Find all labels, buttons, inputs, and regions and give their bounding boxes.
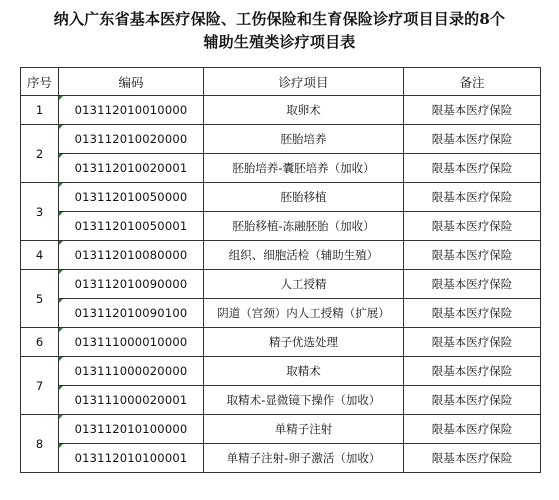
cell-comment-marker <box>59 444 63 448</box>
row-no: 4 <box>21 241 59 270</box>
row-code-text: 013111000020001 <box>74 393 188 407</box>
row-item: 精子优选处理 <box>204 328 404 357</box>
row-item: 单精子注射-卵子激活（加收） <box>204 444 404 473</box>
row-note: 限基本医疗保险 <box>404 212 541 241</box>
title-line-1: 纳入广东省基本医疗保险、工伤保险和生育保险诊疗项目目录的8个 <box>53 10 506 28</box>
row-note: 限基本医疗保险 <box>404 183 541 212</box>
cell-comment-marker <box>59 154 63 158</box>
row-code <box>59 328 204 357</box>
row-item: 人工授精 <box>204 270 404 299</box>
cell-comment-marker <box>59 125 63 129</box>
row-note: 限基本医疗保险 <box>404 96 541 125</box>
document-title <box>0 8 559 54</box>
row-code-text: 013112010050000 <box>74 190 188 204</box>
row-code <box>59 415 204 444</box>
cell-comment-marker <box>59 299 63 303</box>
table-row <box>21 386 541 415</box>
row-code-text: 013112010050001 <box>74 219 188 233</box>
header-item: 诊疗项目 <box>204 68 404 96</box>
row-code <box>59 241 204 270</box>
header-row <box>21 68 541 96</box>
cell-comment-marker <box>59 96 63 100</box>
row-item: 胚胎培养-囊胚培养（加收） <box>204 154 404 183</box>
table-row <box>21 96 541 125</box>
row-note: 限基本医疗保险 <box>404 154 541 183</box>
row-no: 8 <box>21 415 59 473</box>
row-note: 限基本医疗保险 <box>404 125 541 154</box>
row-no: 2 <box>21 125 59 183</box>
row-item: 阴道（宫颈）内人工授精（扩展） <box>204 299 404 328</box>
row-no: 7 <box>21 357 59 415</box>
cell-comment-marker <box>59 270 63 274</box>
table-row <box>21 270 541 299</box>
row-code <box>59 125 204 154</box>
cell-comment-marker <box>59 241 63 245</box>
table-row <box>21 212 541 241</box>
cell-comment-marker <box>59 212 63 216</box>
row-code-text: 013112010090100 <box>74 306 188 320</box>
cell-comment-marker <box>59 183 63 187</box>
cell-comment-marker <box>59 415 63 419</box>
cell-comment-marker <box>59 386 63 390</box>
header-note: 备注 <box>404 68 541 96</box>
table-row <box>21 299 541 328</box>
row-note: 限基本医疗保险 <box>404 357 541 386</box>
procedure-table <box>20 67 541 473</box>
row-code <box>59 386 204 415</box>
cell-comment-marker <box>59 357 63 361</box>
row-note: 限基本医疗保险 <box>404 415 541 444</box>
row-item: 胚胎培养 <box>204 125 404 154</box>
row-no: 6 <box>21 328 59 357</box>
row-code-text: 013112010080000 <box>74 248 188 262</box>
row-code <box>59 183 204 212</box>
row-item: 组织、细胞活检（辅助生殖） <box>204 241 404 270</box>
row-item: 胚胎移植 <box>204 183 404 212</box>
row-note: 限基本医疗保险 <box>404 299 541 328</box>
table-row <box>21 125 541 154</box>
row-no: 5 <box>21 270 59 328</box>
row-note: 限基本医疗保险 <box>404 386 541 415</box>
row-code-text: 013111000020000 <box>74 364 188 378</box>
row-item: 取精术 <box>204 357 404 386</box>
row-note: 限基本医疗保险 <box>404 328 541 357</box>
title-line-2: 辅助生殖类诊疗项目表 <box>203 33 356 51</box>
row-code-text: 013112010010000 <box>74 103 188 117</box>
row-no: 3 <box>21 183 59 241</box>
table-row <box>21 415 541 444</box>
table-row <box>21 444 541 473</box>
row-no: 1 <box>21 96 59 125</box>
row-code-text: 013111000010000 <box>74 335 188 349</box>
row-code <box>59 96 204 125</box>
header-code: 编码 <box>59 68 204 96</box>
table-header <box>21 68 541 96</box>
row-item: 胚胎移植-冻融胚胎（加收） <box>204 212 404 241</box>
cell-comment-marker <box>59 328 63 332</box>
row-item: 取精术-显微镜下操作（加收） <box>204 386 404 415</box>
row-code <box>59 357 204 386</box>
row-code-text: 013112010020000 <box>74 132 188 146</box>
row-code <box>59 299 204 328</box>
table-row <box>21 357 541 386</box>
table-row <box>21 154 541 183</box>
row-code-text: 013112010100001 <box>74 451 188 465</box>
header-no: 序号 <box>21 68 59 96</box>
table-row <box>21 328 541 357</box>
row-note: 限基本医疗保险 <box>404 270 541 299</box>
row-code <box>59 212 204 241</box>
row-item: 取卵术 <box>204 96 404 125</box>
table-row <box>21 183 541 212</box>
row-code <box>59 444 204 473</box>
row-code-text: 013112010100000 <box>74 422 188 436</box>
row-code <box>59 270 204 299</box>
row-item: 单精子注射 <box>204 415 404 444</box>
table-body <box>21 96 541 473</box>
row-code <box>59 154 204 183</box>
row-note: 限基本医疗保险 <box>404 241 541 270</box>
row-code-text: 013112010090000 <box>74 277 188 291</box>
row-code-text: 013112010020001 <box>74 161 188 175</box>
table-row <box>21 241 541 270</box>
row-note: 限基本医疗保险 <box>404 444 541 473</box>
